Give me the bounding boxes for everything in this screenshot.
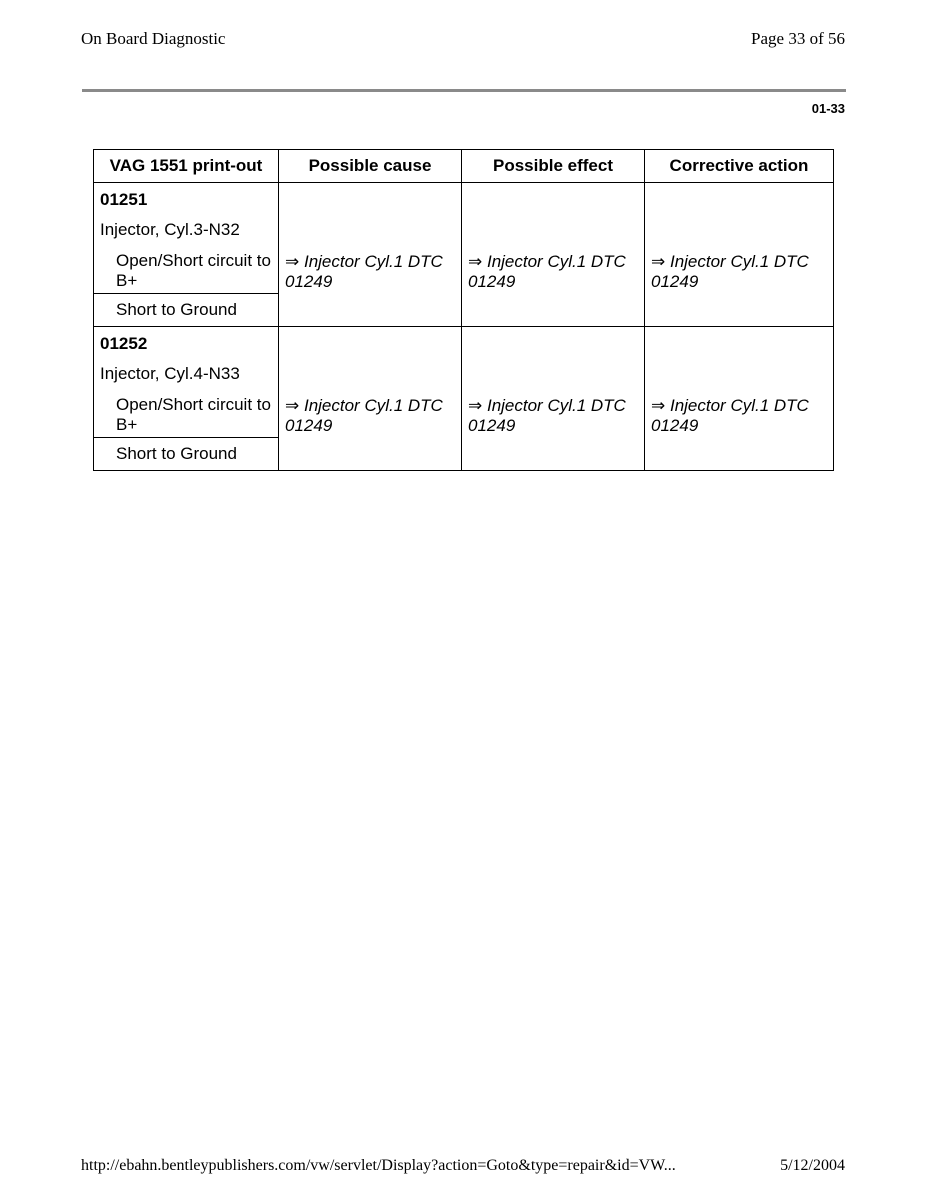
- table-row: [94, 183, 834, 327]
- cause-cell: [279, 183, 462, 327]
- column-header: VAG 1551 print-out: [94, 150, 279, 183]
- column-header: Possible effect: [462, 150, 645, 183]
- diagnostic-table: [93, 149, 834, 471]
- effect-cell: [462, 327, 645, 471]
- action-cell: [645, 183, 834, 327]
- document-title: On Board Diagnostic: [81, 29, 226, 48]
- fault-type: Open/Short circuit to B+: [94, 246, 278, 294]
- fault-code: 01252: [100, 334, 148, 353]
- cause-link[interactable]: ⇒ Injector Cyl.1 DTC 01249: [285, 396, 443, 435]
- fault-type: Short to Ground: [116, 300, 237, 319]
- effect-link[interactable]: ⇒ Injector Cyl.1 DTC 01249: [468, 252, 626, 291]
- cause-cell: [279, 327, 462, 471]
- action-link[interactable]: ⇒ Injector Cyl.1 DTC 01249: [651, 252, 809, 291]
- effect-link[interactable]: ⇒ Injector Cyl.1 DTC 01249: [468, 396, 626, 435]
- cause-link[interactable]: ⇒ Injector Cyl.1 DTC 01249: [285, 252, 443, 291]
- table-header-row: [94, 150, 834, 183]
- printout-cell: [94, 327, 279, 471]
- action-cell: [645, 327, 834, 471]
- action-link[interactable]: ⇒ Injector Cyl.1 DTC 01249: [651, 396, 809, 435]
- printout-cell: [94, 183, 279, 327]
- component-name: Injector, Cyl.3-N32: [100, 220, 240, 239]
- page-counter: Page 33 of 56: [751, 29, 845, 48]
- fault-code: 01251: [100, 190, 148, 209]
- fault-type: Open/Short circuit to B+: [94, 390, 278, 438]
- component-name: Injector, Cyl.4-N33: [100, 364, 240, 383]
- fault-type: Short to Ground: [116, 444, 237, 463]
- section-page-number: 01-33: [811, 101, 845, 116]
- table-row: [94, 327, 834, 471]
- footer-date: 5/12/2004: [780, 1157, 845, 1174]
- column-header: Possible cause: [279, 150, 462, 183]
- effect-cell: [462, 183, 645, 327]
- column-header: Corrective action: [645, 150, 834, 183]
- footer-url: http://ebahn.bentleypublishers.com/vw/servlet/Display?action=Goto&type=repair&id=VW...: [81, 1157, 676, 1174]
- header-divider: [82, 89, 846, 92]
